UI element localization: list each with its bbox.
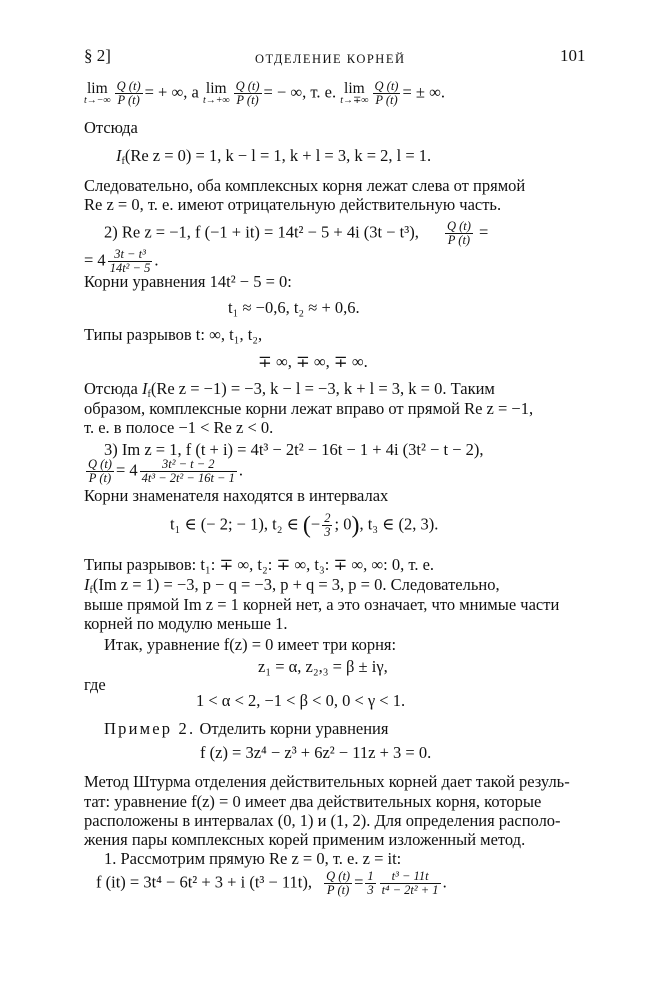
paragraph-obrazom: образом, комплексные корни лежат вправо от прямой Re z = −1, (84, 399, 534, 418)
page-number: 101 (560, 46, 586, 65)
fraction-q-over-p: $\frac{Q (t)}{P (t)}$ (446, 219, 471, 247)
case-2-fraction-line: = 4 $\frac{\text{3t − t³}}{\text{14t² − 5}}$ . (84, 247, 159, 275)
roots-t-approx: t₁ ≈ −0,6, t₂ ≈ + 0,6. (228, 298, 360, 317)
paragraph-metod-1: Метод Штурма отделения действительных корней дает такой резуль- (84, 772, 570, 791)
paragraph-metod-2: тат: уравнение f(z) = 0 имеет два действительных корня, которые (84, 792, 542, 811)
running-title: ОТДЕЛЕНИЕ КОРНЕЙ (255, 52, 406, 66)
fraction-q-over-p: $\frac{Q (t)}{P (t)}$ (374, 79, 399, 107)
fraction-one-third: $\frac{1}{3}$ (367, 869, 374, 897)
paragraph-otsyuda-2: Отсюда $I_f(Re$ z = −1) = −3, k − l = −3, k + l = 3, k = 0. Таким (84, 379, 495, 400)
paragraph-metod-3: расположены в интервалах (0, 1) и (1, 2). Для определения располо- (84, 811, 561, 830)
limits-line: lim t→−∞ $\frac{Q (t)}{P (t)}$ = + ∞, а lim t→+∞ $\frac{Q (t)}{P (t)}$ = − ∞, т. е. lim t→∓∞ $\frac{Q (t)}{P (t)}$ = ± ∞. (84, 79, 445, 107)
paragraph-vyshe: выше прямой Im z = 1 корней нет, а это означает, что мнимые части (84, 595, 560, 614)
fraction-case3: $\frac{\text{3t² − t − 2}}{\text{4t³ − 2t² − 16t − 1}}$ (141, 457, 235, 485)
paragraph-tipy-razryvov: Типы разрывов t: ∞, t₁, t₂, (84, 325, 263, 344)
roots-z: z₁ = α, z₂,₃ = β ± iγ, (258, 657, 388, 676)
example-2-polynomial: f (z) = 3z⁴ − z³ + 6z² − 11z + 3 = 0. (200, 743, 432, 762)
section-mark: § 2] (84, 46, 111, 65)
paragraph-metod-4: жения пары комплексных корей применим изложенный метод. (84, 830, 526, 849)
paragraph-korni-uravneniya: Корни уравнения 14t² − 5 = 0: (84, 272, 292, 291)
fraction-q-over-p: $\frac{Q (t)}{P (t)}$ (116, 79, 141, 107)
paragraph-rassmotrim: 1. Рассмотрим прямую Re z = 0, т. е. z = it: (104, 849, 402, 868)
paragraph-otsyuda: Отсюда (84, 118, 138, 137)
discontinuity-signs: ∓ ∞, ∓ ∞, ∓ ∞. (258, 352, 368, 371)
paragraph-sledovatelno-1: Следовательно, оба комплексных корня лежат слева от прямой (84, 176, 526, 195)
fraction-f-it: $\frac{\text{t³ − 11t}}{\text{t⁴ − 2t² + 1}}$ (381, 869, 439, 897)
case-2-line: 2) Re z = −1, f (−1 + it) = 14t² − 5 + 4i (3t − t³), $\frac{Q (t)}{P (t)}$ = (104, 219, 489, 247)
fraction-case2: $\frac{\text{3t − t³}}{\text{14t² − 5}}$ (109, 247, 151, 275)
example-2-heading: Пример 2. Отделить корни уравнения (104, 719, 389, 738)
f-it-line: f (it) = 3t⁴ − 6t² + 3 + i (t³ − 11t), $\frac{Q (t)}{P (t)}$ = $\frac{1}{3}$ $\frac{\text{t³ − 11t}}{\text{t⁴ − 2t² + 1}}$ . (96, 869, 447, 897)
fraction-q-over-p: $\frac{Q (t)}{P (t)}$ (326, 869, 351, 897)
intervals-line: t₁ ∈ (− 2; − 1), t₂ ∈ (− $\frac{2}{3}$ ; 0), t₃ ∈ (2, 3). (170, 511, 439, 539)
paragraph-korni-znam: Корни знаменателя находятся в интервалах (84, 486, 389, 505)
case-3-fraction-line: $\frac{Q (t)}{P (t)}$ = 4 $\frac{\text{3t² − t − 2}}{\text{4t³ − 2t² − 16t − 1}}$ . (88, 457, 243, 485)
limit-minus-inf: lim t→−∞ (84, 80, 111, 106)
paragraph-itak: Итак, уравнение f(z) = 0 имеет три корня: (104, 635, 397, 654)
fraction-q-over-p: $\frac{Q (t)}{P (t)}$ (88, 457, 112, 485)
word-gde: где (84, 675, 106, 694)
paragraph-sledovatelno-2: Re z = 0, т. е. имеют отрицательную действительную часть. (84, 195, 502, 214)
limit-plus-inf: lim t→+∞ (202, 80, 230, 106)
limit-mp-inf: lim t→∓∞ (340, 80, 369, 106)
paragraph-tipy-2-b: $I_f(Im$ z = 1) = −3, p − q = −3, p + q = 3, p = 0. Следовательно, (84, 575, 500, 596)
fraction-two-thirds: $\frac{2}{3}$ (324, 511, 331, 539)
fraction-q-over-p: $\frac{Q (t)}{P (t)}$ (235, 79, 260, 107)
paragraph-te-v-polose: т. е. в полосе −1 < Re z < 0. (84, 418, 274, 437)
case-3-line: 3) Im z = 1, f (t + i) = 4t³ − 2t² − 16t − 1 + 4i (3t² − t − 2), (104, 440, 484, 459)
index-equation-1: $I_f(Re$ z = 0) = 1, k − l = 1, k + l = 3, k = 2, l = 1. (116, 146, 432, 167)
paragraph-tipy-2-a: Типы разрывов: t₁: ∓ ∞, t₂: ∓ ∞, t₃: ∓ ∞, ∞: 0, т. е. (84, 555, 435, 574)
root-inequalities: 1 < α < 2, −1 < β < 0, 0 < γ < 1. (196, 691, 406, 710)
paragraph-korney-po: корней по модулю меньше 1. (84, 614, 288, 633)
